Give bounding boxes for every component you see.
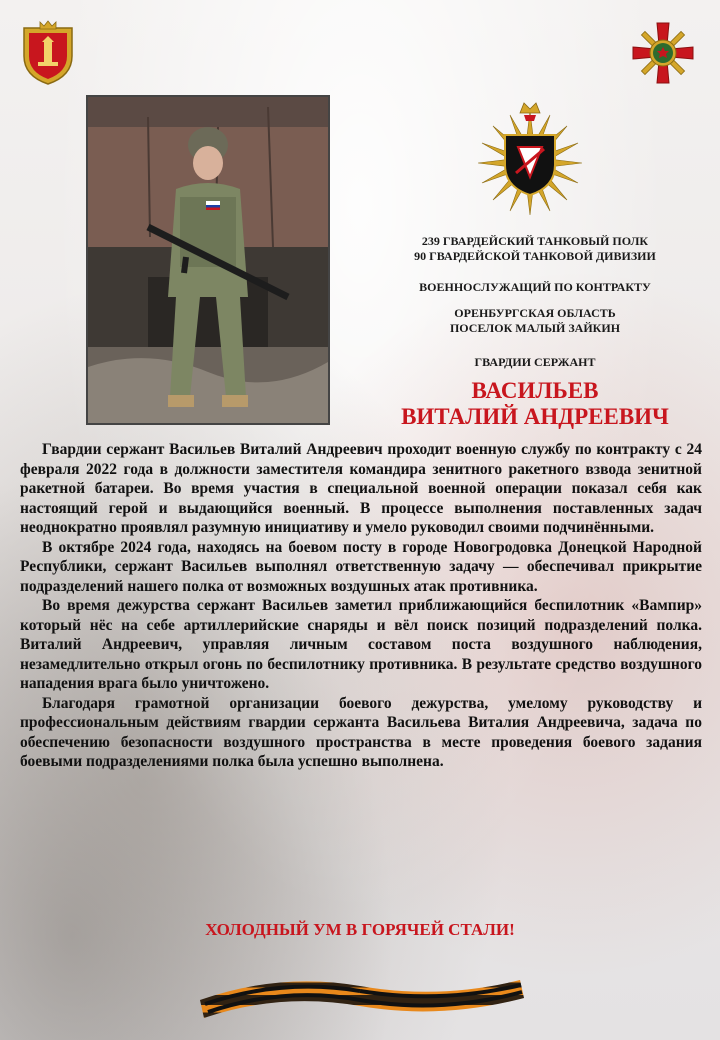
bio-paragraph: В октябре 2024 года, находясь на боевом посту в городе Новогродовка Донецкой Народной Республики, сержант Васильев выполнял ответственную задачу — обеспечивал прикрытие подразделений нашего полка от возможных воздушных атак противника. bbox=[20, 538, 702, 595]
soldier-surname: ВАСИЛЬЕВ bbox=[471, 378, 599, 403]
division-name: 90 ГВАРДЕЙСКОЙ ТАНКОВОЙ ДИВИЗИИ bbox=[414, 249, 656, 263]
st-george-ribbon-icon bbox=[190, 970, 530, 1022]
motto: ХОЛОДНЫЙ УМ В ГОРЯЧЕЙ СТАЛИ! bbox=[205, 920, 515, 939]
regiment-emblem-icon bbox=[478, 97, 582, 225]
service-type: ВОЕННОСЛУЖАЩИЙ ПО КОНТРАКТУ bbox=[419, 280, 651, 294]
soldier-portrait-icon bbox=[88, 97, 328, 423]
military-rank: ГВАРДИИ СЕРЖАНТ bbox=[474, 355, 596, 369]
home-region bbox=[370, 306, 700, 336]
biography-text bbox=[20, 440, 702, 772]
regiment-name: 239 ГВАРДЕЙСКИЙ ТАНКОВЫЙ ПОЛК bbox=[421, 234, 649, 248]
bio-paragraph: Во время дежурства сержант Васильев заметил приближающийся беспилотник «Вампир» который нёс на себе артиллерийские снаряды и вёл поиск позиций подразделений полка. Виталий Андреевич, управляя личным составом поста воздушного наблюдения, незамедлительно открыл огонь по беспилотнику противника. В результате средство воздушного нападения врага было уничтожено. bbox=[20, 597, 702, 692]
soldier-given-name: ВИТАЛИЙ АНДРЕЕВИЧ bbox=[401, 404, 669, 429]
region-coat-of-arms-icon bbox=[18, 20, 78, 86]
soldier-photo bbox=[86, 95, 330, 425]
region-name: ОРЕНБУРГСКАЯ ОБЛАСТЬ bbox=[454, 306, 616, 320]
bio-paragraph: Благодаря грамотной организации боевого дежурства, умелому руководству и профессиональным действиям гвардии сержанта Васильева Виталия Андреевича, задача по обеспечению безопасности воздушного пространства в месте проведения боевого задания боевыми подразделениями полка была успешно выполнена. bbox=[20, 694, 702, 770]
unit-title bbox=[370, 234, 700, 264]
settlement-name: ПОСЕЛОК МАЛЫЙ ЗАЙКИН bbox=[449, 321, 621, 335]
soldier-name bbox=[370, 378, 700, 430]
bio-paragraph: Гвардии сержант Васильев Виталий Андреевич проходит военную службу по контракту с 24 февраля 2022 года в должности заместителя командира зенитного ракетного взвода зенитной ракетной батареи. Во время участия в специальной военной операции показал себя как настоящий герой и выдающийся военный. В процессе выполнения поставленных задач неоднократно проявлял разумную инициативу и умело руководил своими подчинёнными. bbox=[20, 441, 702, 536]
division-emblem-icon bbox=[630, 20, 696, 86]
